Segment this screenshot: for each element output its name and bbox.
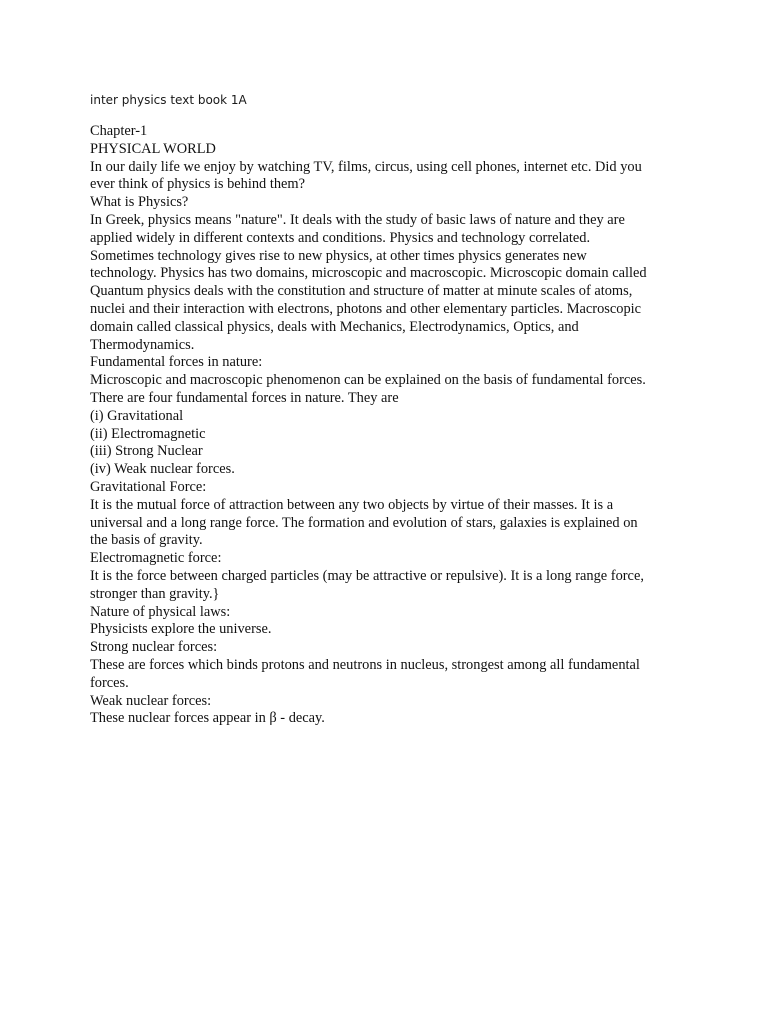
text-line: It is the mutual force of attraction between any two objects by virtue of their masses. It is a <box>90 496 614 513</box>
text-line: Gravitational Force: <box>90 478 207 495</box>
text-line: These nuclear forces appear in β - decay. <box>90 710 325 727</box>
document-body <box>90 123 680 728</box>
text-line: (iii) Strong Nuclear <box>90 443 203 460</box>
text-line: ever think of physics is behind them? <box>90 176 306 193</box>
text-line: Weak nuclear forces: <box>90 692 212 709</box>
text-line: universal and a long range force. The formation and evolution of stars, galaxies is explained on <box>90 514 638 531</box>
text-line: In Greek, physics means "nature". It deals with the study of basic laws of nature and they are <box>90 211 625 228</box>
text-line: technology. Physics has two domains, microscopic and macroscopic. Microscopic domain called <box>90 265 647 282</box>
text-line: Fundamental forces in nature: <box>90 354 263 371</box>
text-line: domain called classical physics, deals with Mechanics, Electrodynamics, Optics, and <box>90 318 579 335</box>
text-line: It is the force between charged particles (may be attractive or repulsive). It is a long range force, <box>90 567 644 584</box>
text-line: What is Physics? <box>90 194 189 211</box>
text-line: Nature of physical laws: <box>90 603 231 620</box>
text-line: Physicists explore the universe. <box>90 621 272 638</box>
text-line: forces. <box>90 674 129 691</box>
text-line: (ii) Electromagnetic <box>90 425 206 442</box>
text-line: There are four fundamental forces in nature. They are <box>90 389 399 406</box>
text-line: In our daily life we enjoy by watching TV, films, circus, using cell phones, internet etc. Did you <box>90 158 642 175</box>
text-line: These are forces which binds protons and neutrons in nucleus, strongest among all fundamental <box>90 656 640 673</box>
document-title: inter physics text book 1A <box>90 93 247 107</box>
text-line: Chapter-1 <box>90 123 148 139</box>
text-line: (iv) Weak nuclear forces. <box>90 461 235 478</box>
text-line: applied widely in different contexts and conditions. Physics and technology correlated. <box>90 229 591 246</box>
text-line: (i) Gravitational <box>90 407 184 424</box>
text-line: Microscopic and macroscopic phenomenon can be explained on the basis of fundamental forces. <box>90 372 646 389</box>
text-line: Strong nuclear forces: <box>90 639 218 656</box>
text-line: PHYSICAL WORLD <box>90 140 216 157</box>
text-line: Electromagnetic force: <box>90 550 222 567</box>
text-line: stronger than gravity.} <box>90 585 220 602</box>
text-line: nuclei and their interaction with electrons, photons and other elementary particles. Macroscopic <box>90 300 642 317</box>
text-line: Thermodynamics. <box>90 336 195 353</box>
text-line: Sometimes technology gives rise to new physics, at other times physics generates new <box>90 247 587 264</box>
text-line: Quantum physics deals with the constitution and structure of matter at minute scales of atoms, <box>90 283 633 300</box>
text-line: the basis of gravity. <box>90 532 203 549</box>
